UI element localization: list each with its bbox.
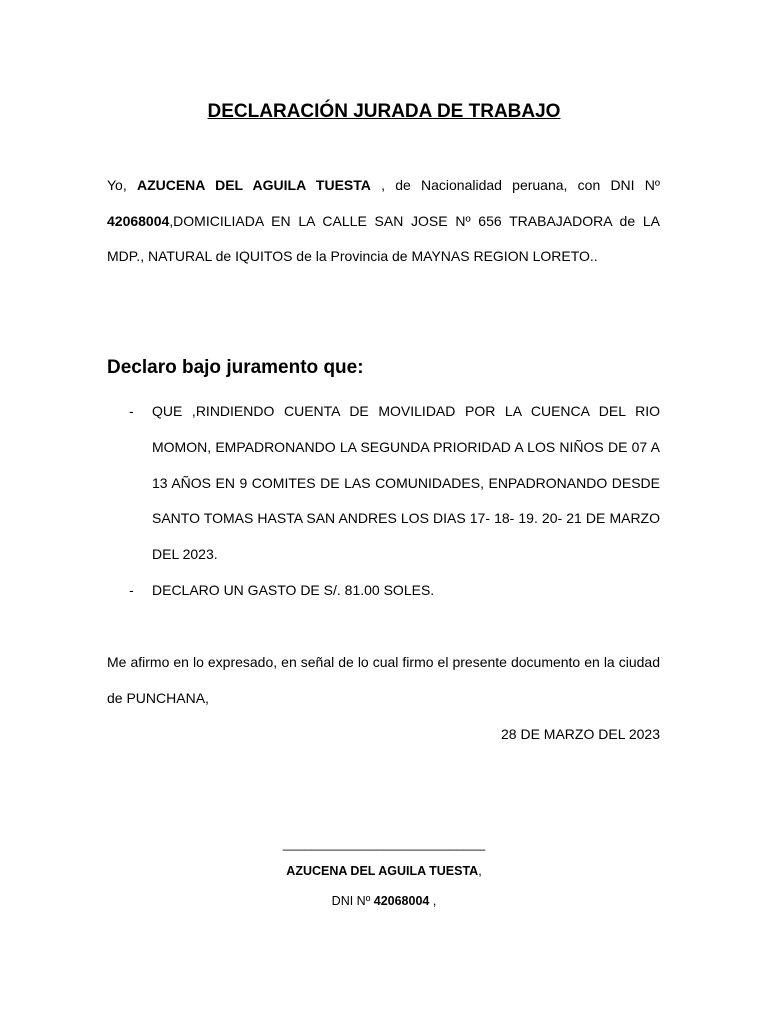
- closing-paragraph: Me afirmo en lo expresado, en señal de lo cual firmo el presente documento en la ciudad de PUNCHANA,: [107, 654, 660, 706]
- document-date: 28 DE MARZO DEL 2023: [501, 726, 660, 742]
- signer-name: AZUCENA DEL AGUILA TUESTA: [286, 864, 479, 878]
- signature-name: [0, 861, 768, 881]
- intro-paragraph: [107, 168, 660, 275]
- signature-line: ____________________________: [282, 836, 486, 851]
- list-item: [129, 394, 660, 573]
- list-item-marker: -: [129, 403, 134, 419]
- intro-text-start: Yo,: [107, 177, 137, 193]
- intro-text-end: ,DOMICILIADA EN LA CALLE SAN JOSE Nº 656 TRABAJADORA de LA MDP., NATURAL de IQUITOS de la Provincia de MAYNAS REGION LORETO..: [107, 212, 660, 265]
- intro-text-middle: , de Nacionalidad peruana, con DNI Nº: [370, 177, 661, 193]
- declaration-list: [129, 394, 660, 609]
- oath-heading: Declaro bajo juramento que:: [107, 357, 364, 378]
- signer-name-suffix: ,: [478, 864, 482, 878]
- signature-dni: [0, 891, 768, 911]
- list-item-marker: -: [129, 581, 134, 598]
- declarant-dni: 42068004: [107, 212, 170, 229]
- signer-dni-prefix: DNI Nº: [331, 894, 374, 908]
- document-title: DECLARACIÓN JURADA DE TRABAJO: [207, 101, 561, 122]
- list-item: [129, 573, 660, 609]
- signer-dni-number: 42068004: [373, 894, 430, 908]
- declarant-name: AZUCENA DEL AGUILA TUESTA: [136, 177, 371, 193]
- list-item-text: QUE ,RINDIENDO CUENTA DE MOVILIDAD POR LA CUENCA DEL RIO MOMON, EMPADRONANDO LA SEGUNDA PRIORIDAD A LOS NIÑOS DE 07 A 13 AÑOS EN 9 COMITES DE LAS COMUNIDADES, ENPADRONANDO DESDE SANTO TOMAS HASTA SAN ANDRES LOS DIAS 17- 18- 19. 20- 21 DE MARZO DEL 2023.: [152, 403, 660, 563]
- list-item-text: DECLARO UN GASTO DE S/. 81.00 SOLES.: [152, 581, 435, 598]
- signer-dni-suffix: ,: [429, 894, 437, 908]
